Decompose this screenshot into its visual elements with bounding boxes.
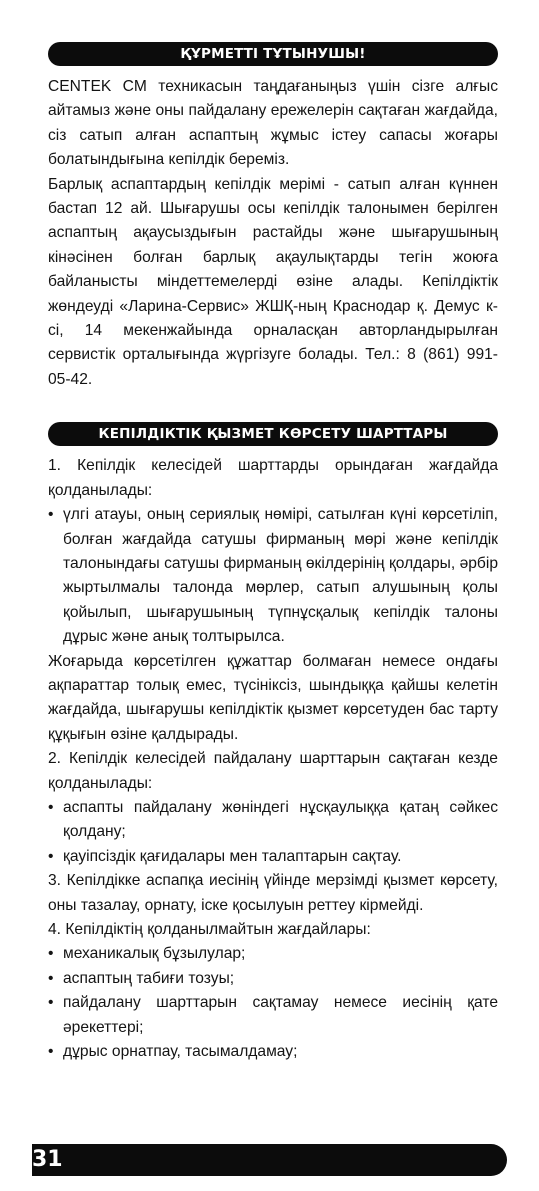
bullet-icon: • xyxy=(48,945,54,963)
bullet-icon: • xyxy=(48,847,54,865)
list-item: • дұрыс орнатпау, тасымалдамау; xyxy=(48,1040,498,1064)
section-heading-warranty-terms: КЕПІЛДІКТІК ҚЫЗМЕТ КӨРСЕТУ ШАРТТАРЫ xyxy=(48,422,498,446)
bullet-icon: • xyxy=(48,798,54,816)
list-item: • қауіпсіздік қағидалары мен талаптарын сақтау. xyxy=(48,845,498,869)
bullet-icon: • xyxy=(48,994,54,1012)
bullet-icon: • xyxy=(48,1043,54,1061)
bullet-icon: • xyxy=(48,506,54,524)
warranty-note: Жоғарыда көрсетілген құжаттар болмаған немесе ондағы ақпараттар толық емес, түсініксіз, шындыққа қайшы келетін жағдайда, шығарушы кепілдіктік қызмет көрсетуден бас тарту құқығын өзіне қалдырады. xyxy=(48,652,498,743)
list-item: • үлгі атауы, оның сериялық нөмірі, сатылған күні көрсетіліп, болған жағдайда сатушы фирманың мөрі және кепілдік талонындағы сатушы фирманың өкілдерінің қолдары, әрбір жыртылмалы талонда мөрлер, сатып алушының қолы қойылып, шығарушының түпнұсқалық кепілдік талоны дұрыс және анық толтырылса. xyxy=(48,503,498,649)
warranty-term-2: 2. Кепілдік келесідей пайдалану шарттарын сақтаған кезде қолданылады: xyxy=(48,750,498,792)
warranty-term-1: 1. Кепілдік келесідей шарттарды орындаған жағдайда қолданылады: xyxy=(48,457,498,499)
footer-bar xyxy=(32,1144,507,1176)
bullet-icon: • xyxy=(48,969,54,987)
warranty-period-paragraph: Барлық аспаптардың кепілдік мерімі - сатып алған күннен бастап 12 ай. Шығарушы осы кепілдік талонымен берілген аспаптың ақаусыздығын растайды және шығарушының кінәсінен болған барлық ақаулықтарды тегін жоюға байланысты міндеттемелерді өзіне алады. Кепілдіктік жөндеуді «Ларина-Сервис» ЖШҚ-ның Краснодар қ. Демус к-сі, 14 мекенжайында орналасқан авторландырылған сервистік орталығында жүргізуге болады. Тел.: 8 (861) 991-05-42. xyxy=(48,175,498,388)
warranty-term-4: 4. Кепілдіктің қолданылмайтын жағдайлары: xyxy=(48,921,371,938)
list-item: • аспаптың табиғи тозуы; xyxy=(48,967,498,991)
section-heading-dear-customer: ҚҰРМЕТТІ ТҰТЫНУШЫ! xyxy=(48,42,498,66)
list-item: • пайдалану шарттарын сақтамау немесе иесінің қате әрекеттері; xyxy=(48,991,498,1040)
intro-paragraph: CENTEK CM техникасын таңдағаныңыз үшін сізге алғыс айтамыз және оны пайдалану ережелерін сақтаған жағдайда, сіз сатып алған аспаптың жұмыс істеу сапасы жоғары болатындығына кепілдік береміз. xyxy=(48,78,498,169)
page-content xyxy=(48,42,498,1064)
list-item: • аспапты пайдалану жөніндегі нұсқаулыққа қатаң сәйкес қолдану; xyxy=(48,796,498,845)
list-item: • механикалық бұзылулар; xyxy=(48,942,498,966)
warranty-term-3: 3. Кепілдікке аспапқа иесінің үйінде мерзімді қызмет көрсету, оны тазалау, орнату, іске қосылуын реттеу кірмейді. xyxy=(48,872,498,914)
page-number: 31 xyxy=(32,1147,63,1172)
